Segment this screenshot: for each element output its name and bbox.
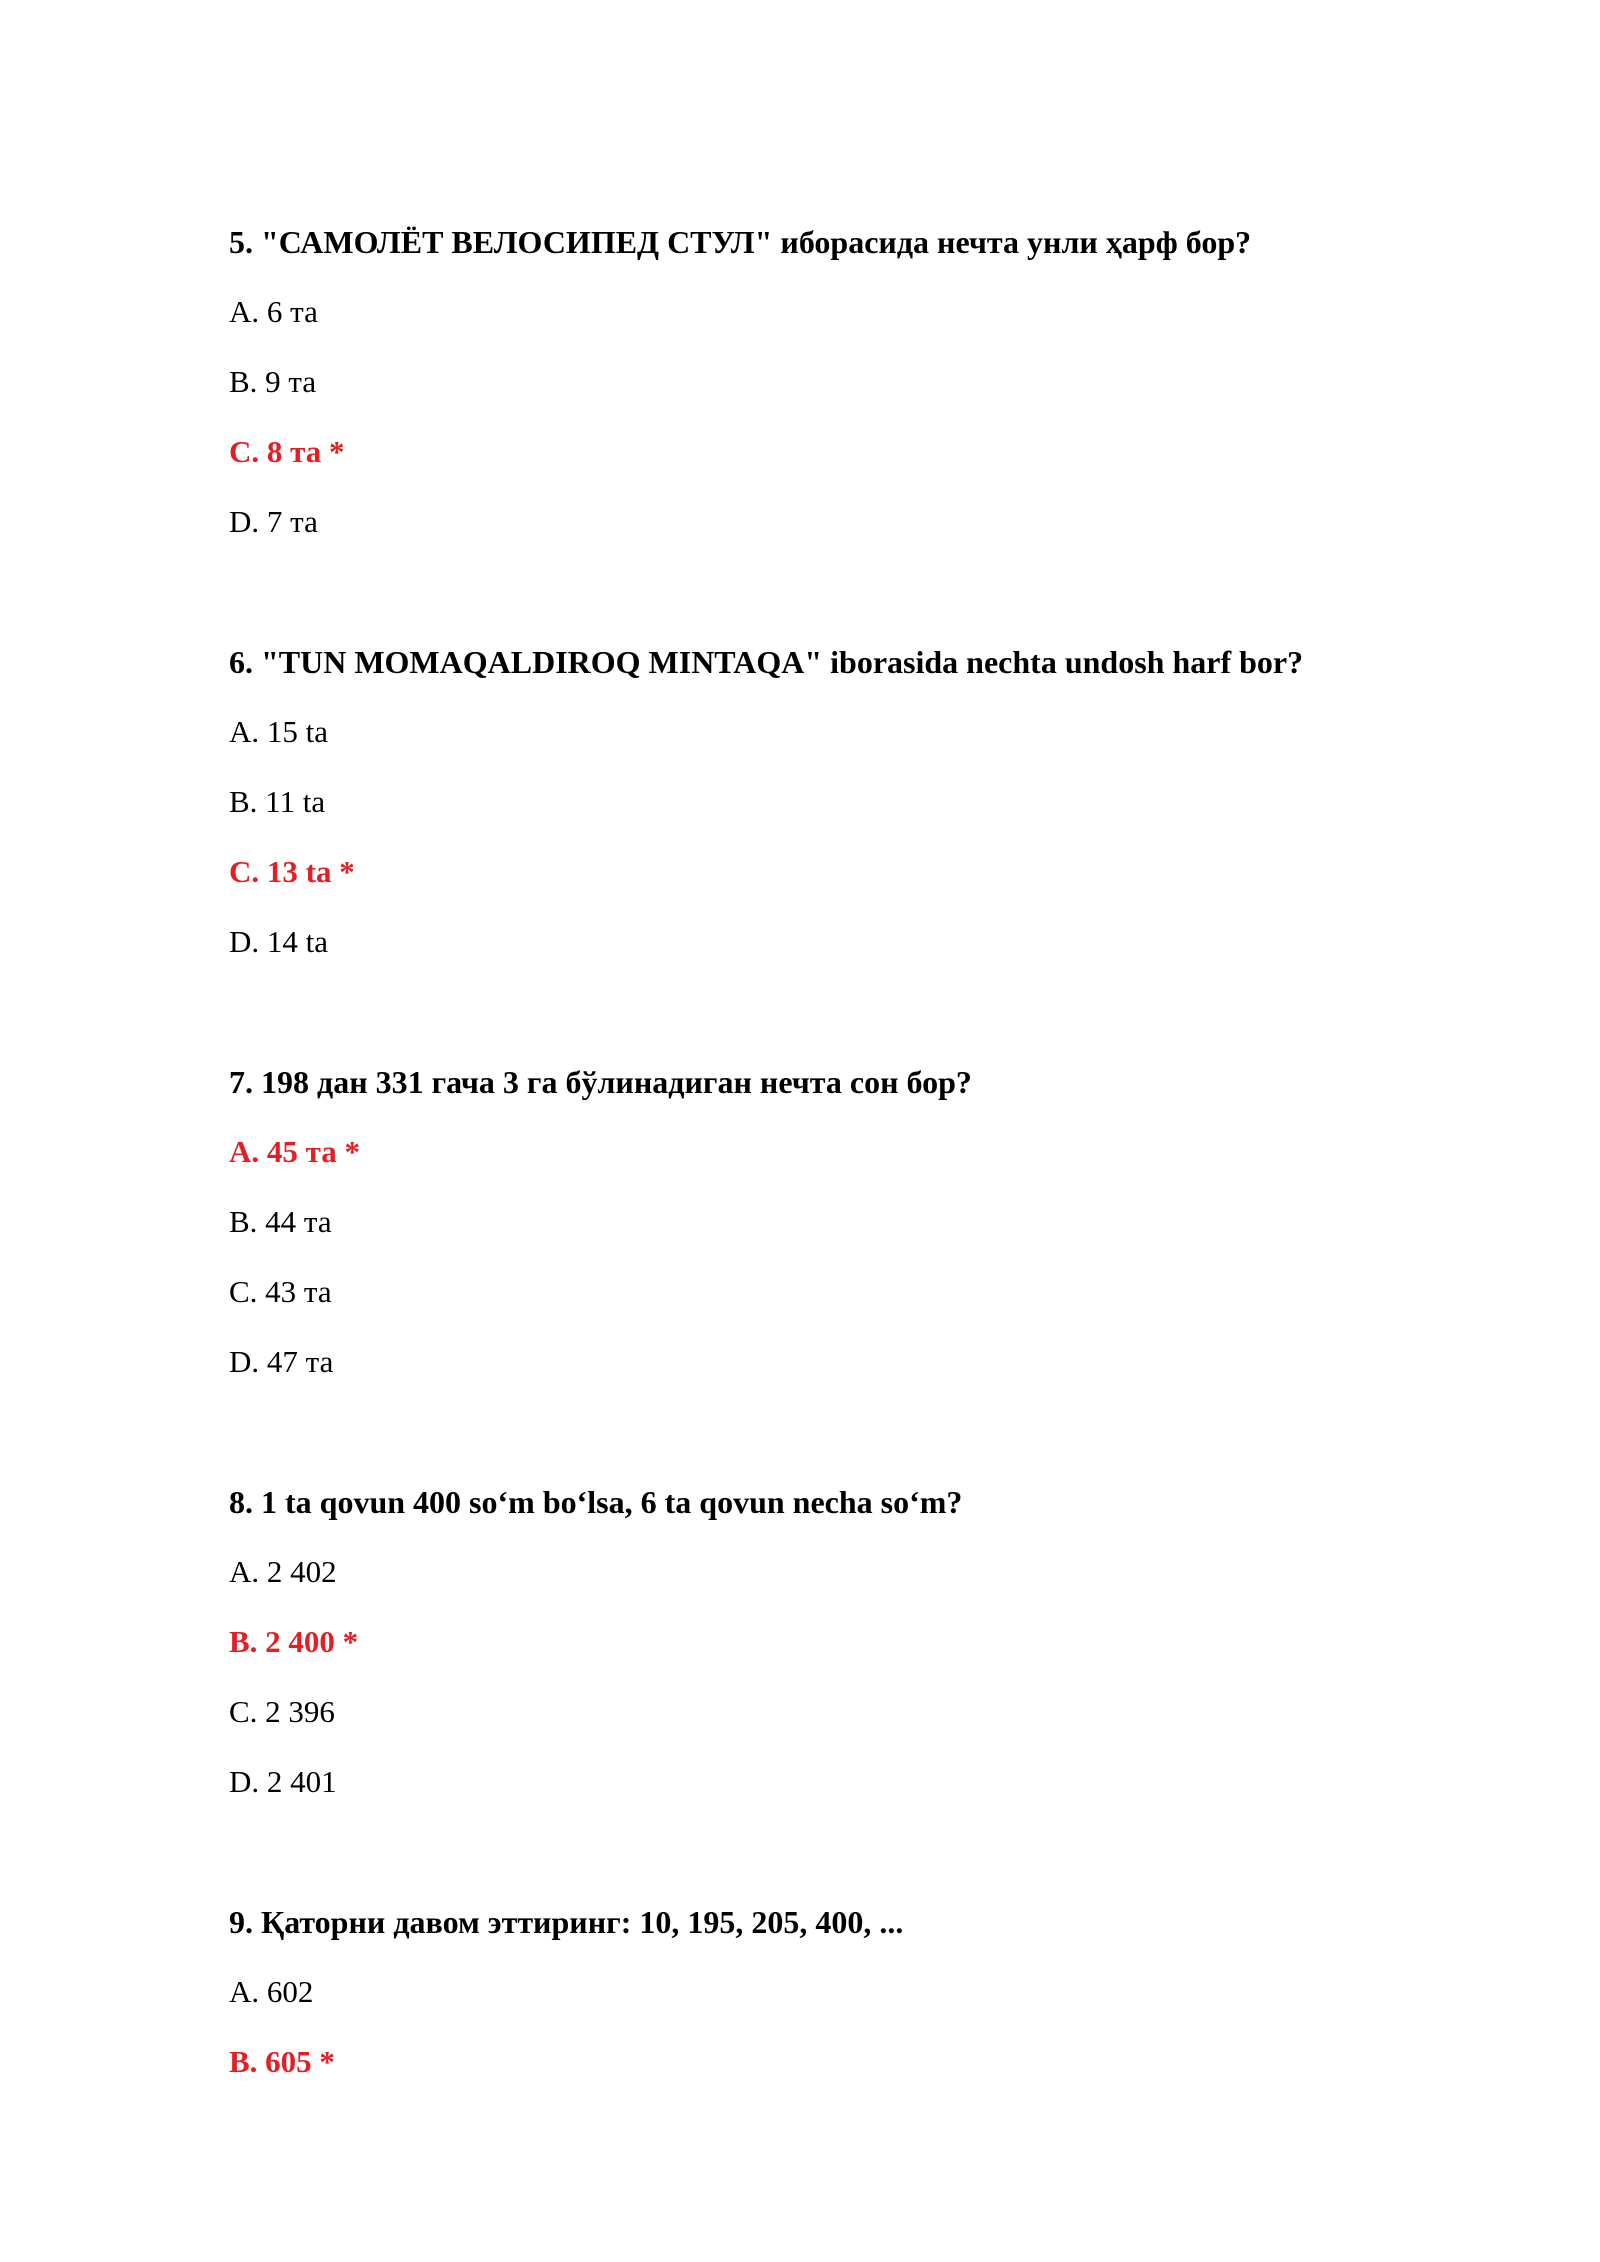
answer-option-b: B. 11 ta — [229, 784, 326, 819]
answer-option-a: A. 2 402 — [229, 1554, 337, 1589]
answer-option-d: D. 2 401 — [229, 1764, 337, 1799]
answer-option-a: A. 15 ta — [229, 714, 329, 749]
question-text: 5. "САМОЛЁТ ВЕЛОСИПЕД СТУЛ" иборасида нечта унли ҳарф бор? — [229, 224, 1252, 260]
question-9 — [229, 1902, 1529, 2082]
answer-option-c: C. 43 та — [229, 1274, 332, 1309]
answer-option-c: C. 2 396 — [229, 1694, 335, 1729]
answer-option-b: B. 44 та — [229, 1204, 332, 1239]
answer-option-c-correct: C. 8 та * — [229, 434, 345, 469]
question-5 — [229, 222, 1529, 542]
answer-option-b-correct: B. 605 * — [229, 2044, 335, 2079]
answer-option-a: A. 6 та — [229, 294, 318, 329]
question-text: 7. 198 дан 331 гача 3 га бўлинадиган нечта сон бор? — [229, 1064, 972, 1100]
answer-option-a-correct: A. 45 та * — [229, 1134, 360, 1169]
question-8 — [229, 1482, 1529, 1802]
question-text: 9. Қаторни давом эттиринг: 10, 195, 205, 400, ... — [229, 1904, 904, 1940]
answer-option-d: D. 7 та — [229, 504, 318, 539]
question-text: 6. "TUN MOMAQALDIROQ MINTAQA" iborasida nechta undosh harf bor? — [229, 644, 1304, 680]
answer-option-d: D. 47 та — [229, 1344, 334, 1379]
answer-option-b: B. 9 та — [229, 364, 317, 399]
question-7 — [229, 1062, 1529, 1382]
answer-option-a: A. 602 — [229, 1974, 314, 2009]
question-6 — [229, 642, 1529, 962]
question-text: 8. 1 ta qovun 400 so‘m bo‘lsa, 6 ta qovun necha so‘m? — [229, 1484, 963, 1520]
answer-option-b-correct: B. 2 400 * — [229, 1624, 359, 1659]
answer-option-d: D. 14 ta — [229, 924, 329, 959]
answer-option-c-correct: C. 13 ta * — [229, 854, 355, 889]
